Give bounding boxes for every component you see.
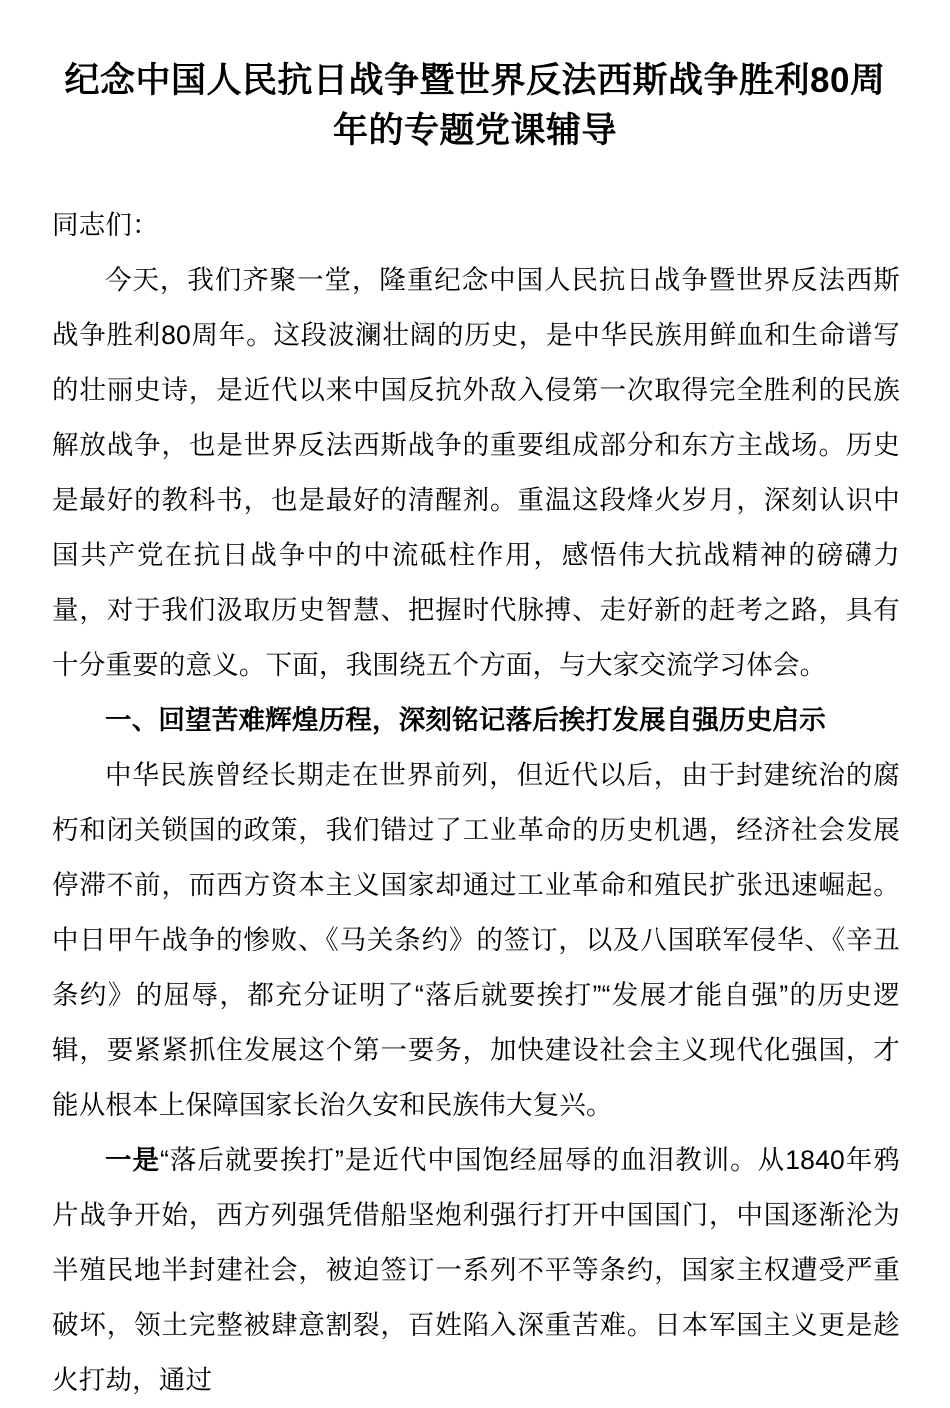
point-one-lead-label: 一是 xyxy=(105,1145,161,1175)
page-title: 纪念中国人民抗日战争暨世界反法西斯战争胜利80周年的专题党课辅导 xyxy=(64,61,886,150)
salutation-line: 同志们： xyxy=(52,210,159,240)
paragraph-section-one-body: 中华民族曾经长期走在世界前列，但近代以后，由于封建统治的腐朽和闭关锁国的政策，我们错过了工业革命的历史机遇，经济社会发展停滞不前，而西方资本主义国家却通过工业革命和殖民扩张迅速崛起。中日甲午战争的惨败、《马关条约》的签订，以及八国联军侵华、《辛丑条约》的屈辱，都充分证明了“落后就要挨打”“发展才能自强”的历史逻辑，要紧紧抓住发展这个第一要务，加快建设社会主义现代化强国，才能从根本上保障国家长治久安和民族伟大复兴。 xyxy=(52,760,900,1120)
point-one-text: “落后就要挨打”是近代中国饱经屈辱的血泪教训。从1840年鸦片战争开始，西方列强凭借船坚炮利强行打开中国国门，中国逐渐沦为半殖民地半封建社会，被迫签订一系列不平等条约，国家主权遭受严重破坏，领土完整被肆意割裂，百姓陷入深重苦难。日本军国主义更是趁火打劫，通过 xyxy=(52,1145,900,1395)
section-heading-one: 一、回望苦难辉煌历程，深刻铭记落后挨打发展自强历史启示 xyxy=(105,705,826,735)
document-body xyxy=(0,198,950,1408)
paragraph-opening: 今天，我们齐聚一堂，隆重纪念中国人民抗日战争暨世界反法西斯战争胜利80周年。这段波澜壮阔的历史，是中华民族用鲜血和生命谱写的壮丽史诗，是近代以来中国反抗外敌入侵第一次取得完全胜利的民族解放战争，也是世界反法西斯战争的重要组成部分和东方主战场。历史是最好的教科书，也是最好的清醒剂。重温这段烽火岁月，深刻认识中国共产党在抗日战争中的中流砥柱作用，感悟伟大抗战精神的磅礴力量，对于我们汲取历史智慧、把握时代脉搏、走好新的赶考之路，具有十分重要的意义。下面，我围绕五个方面，与大家交流学习体会。 xyxy=(52,265,900,680)
paragraph-point-one xyxy=(52,1133,900,1408)
